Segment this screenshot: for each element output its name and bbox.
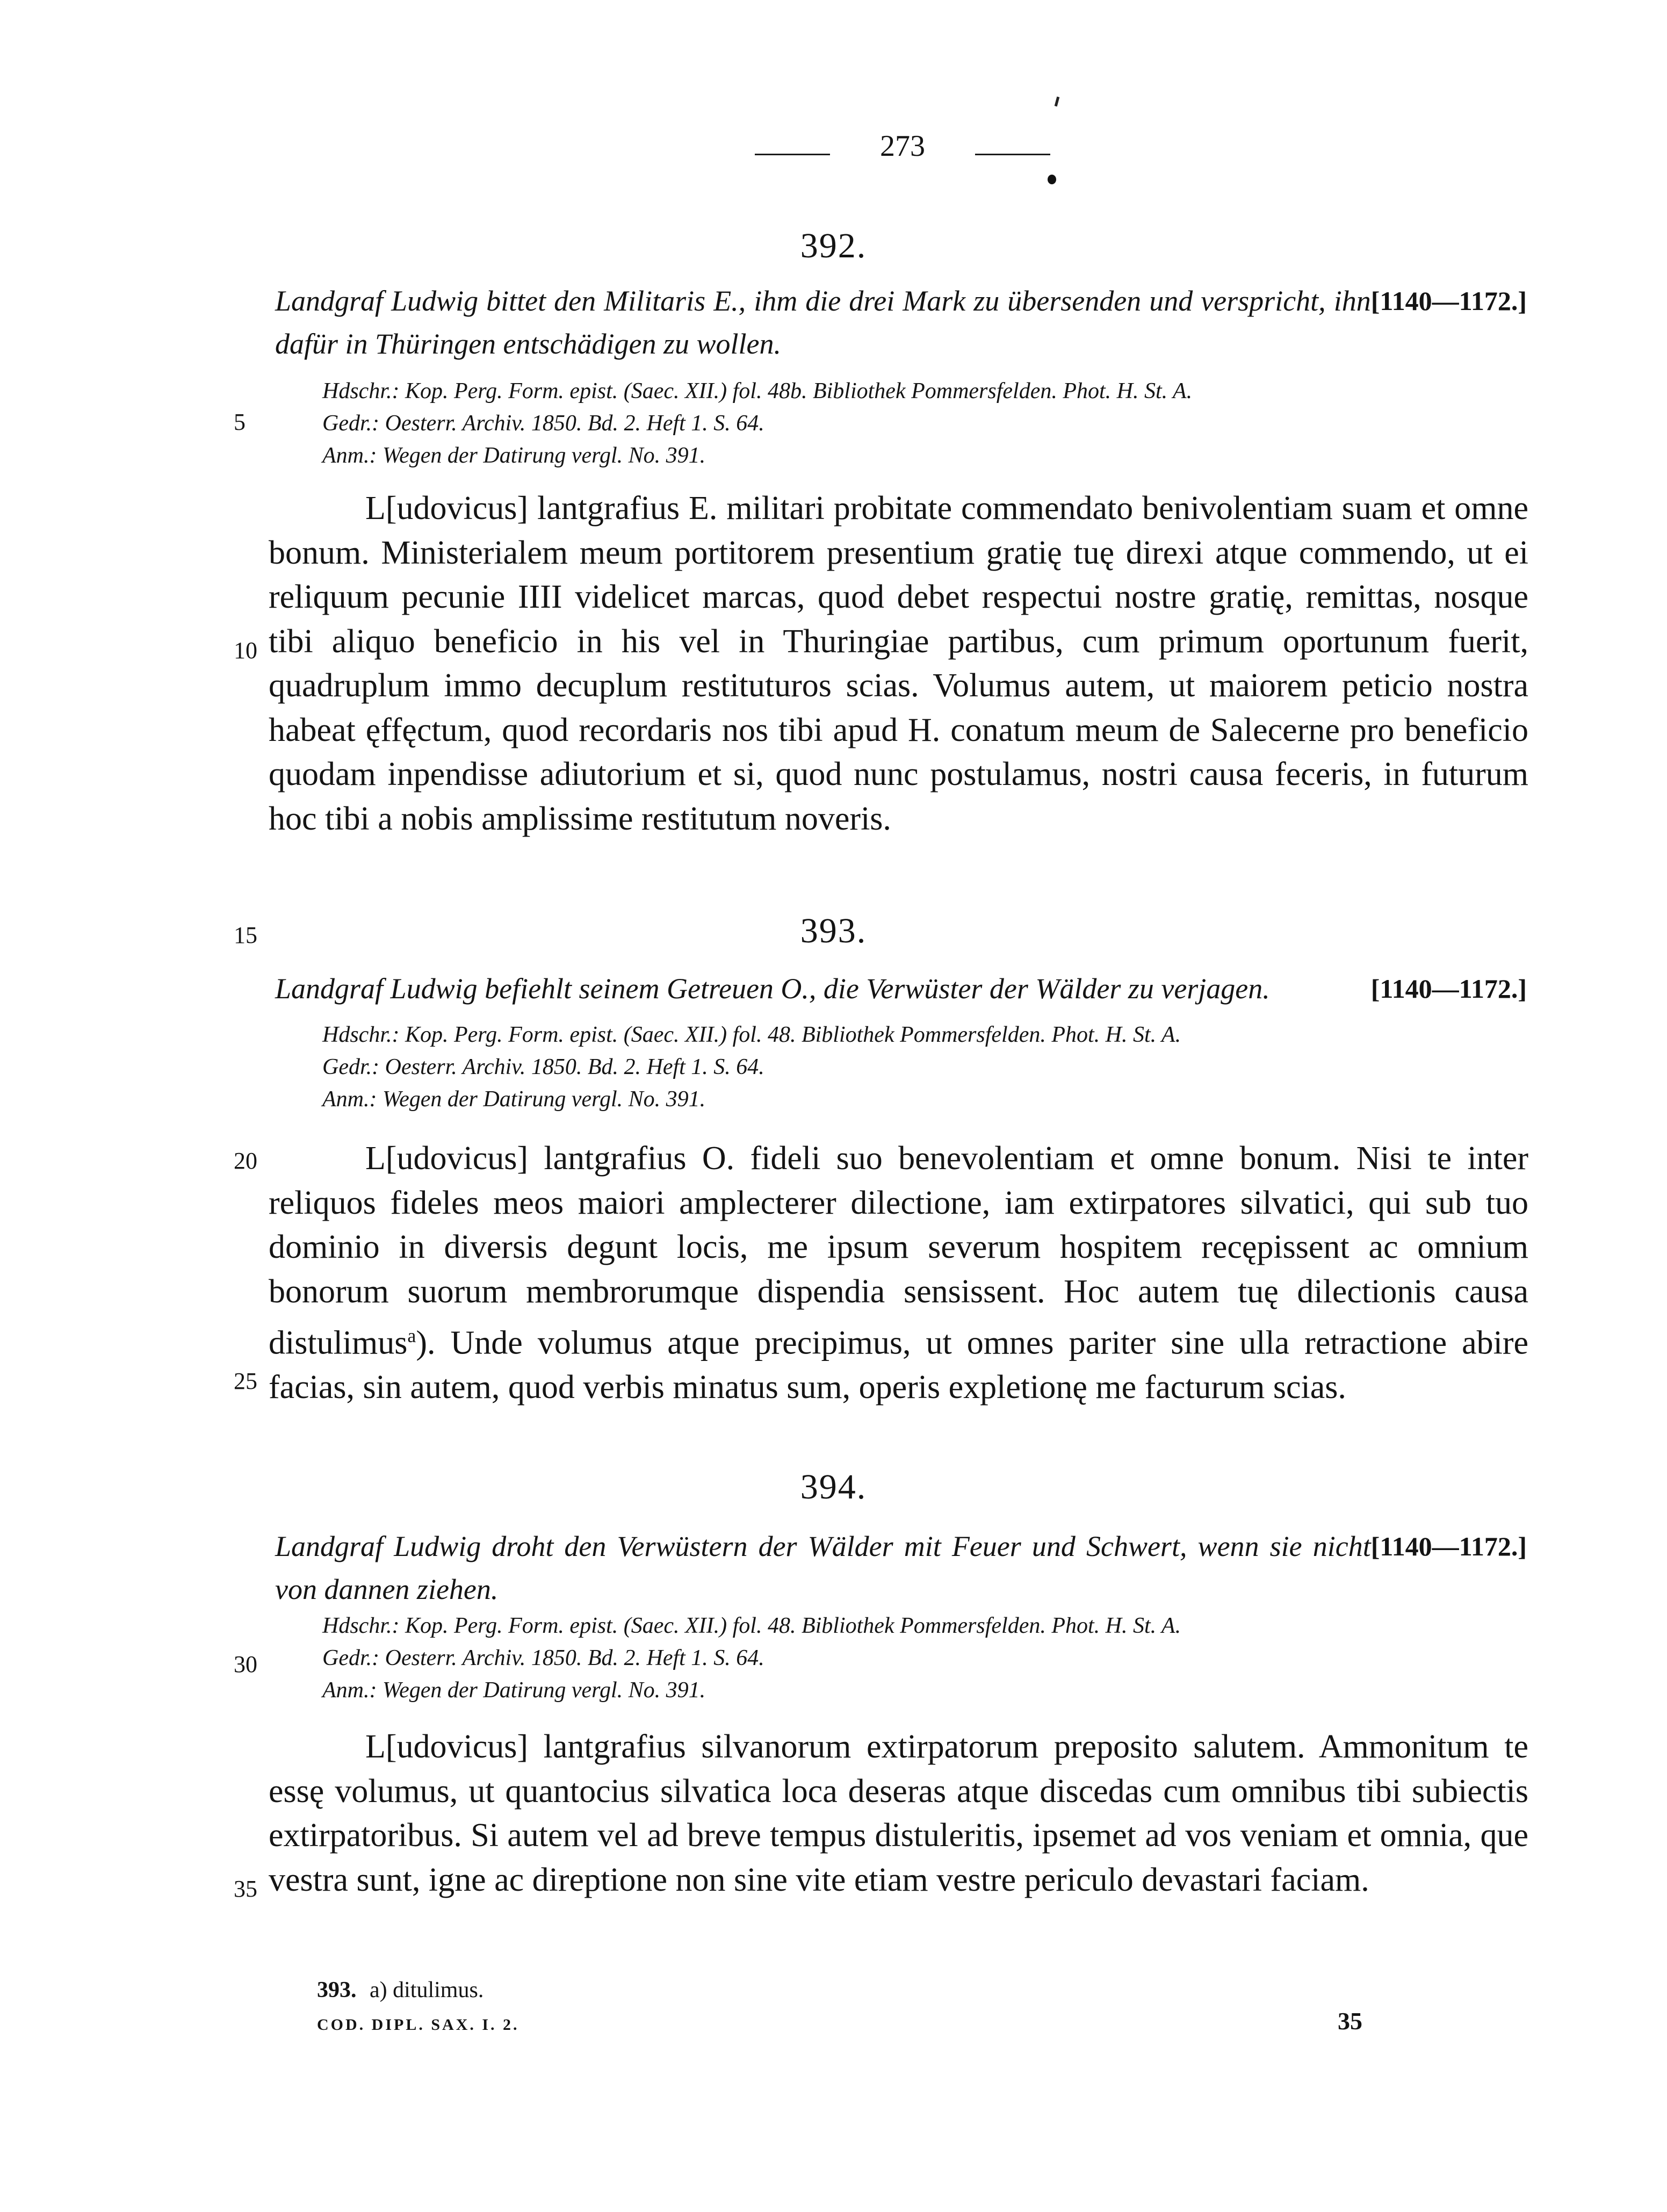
footnote-marker: a	[407, 1325, 416, 1346]
line-number: 10	[234, 637, 257, 664]
regest	[275, 279, 1527, 365]
header-rule-right	[975, 154, 1050, 155]
anm-line: Anm.: Wegen der Datirung vergl. No. 391.	[322, 1678, 706, 1703]
doc-number: 392.	[800, 226, 867, 265]
line-number: 15	[234, 922, 257, 948]
document-text	[269, 486, 1528, 841]
regest-text: Landgraf Ludwig droht den Verwüstern der Wälder mit Feuer und Schwert, wenn sie nicht von dannen ziehen.	[275, 1530, 1371, 1605]
sheet-number: 35	[1338, 2007, 1362, 2035]
document-text-paragraph: L[udovicus] lantgrafius silvanorum extirpatorum preposito salutem. Ammonitum te essę volumus, ut quantocius silvatica loca deseras atque discedas cum omnibus tibi subiectis extirpatoribus. Si autem vel ad breve tempus distuleritis, ipsemet ad vos veniam et omnia, que vestra sunt, igne ac direptione non sine vite etiam vestre periculo devastari faciam.	[269, 1728, 1528, 1898]
line-number: 25	[234, 1368, 257, 1394]
critical-apparatus	[322, 1019, 1504, 1115]
gedr-line: Gedr.: Oesterr. Archiv. 1850. Bd. 2. Heft 1. S. 64.	[322, 1646, 764, 1670]
date-range: [1140—1172.]	[1370, 286, 1527, 316]
gedr-line: Gedr.: Oesterr. Archiv. 1850. Bd. 2. Heft 1. S. 64.	[322, 411, 764, 436]
footnote-text: a) ditulimus.	[370, 1978, 484, 2002]
line-number: 30	[234, 1651, 257, 1677]
critical-apparatus	[322, 1610, 1504, 1706]
hdschr-line: Hdschr.: Kop. Perg. Form. epist. (Saec. XII.) fol. 48b. Bibliothek Pommersfelden. Phot. H. St. A.	[322, 379, 1193, 404]
page-header	[0, 129, 1667, 177]
footnote-ref: 393.	[317, 1978, 357, 2002]
critical-apparatus	[322, 375, 1504, 472]
print-dot-icon	[1048, 175, 1056, 184]
anm-line: Anm.: Wegen der Datirung vergl. No. 391.	[322, 1087, 706, 1112]
print-signature: COD. DIPL. SAX. I. 2.	[317, 2016, 519, 2034]
document-text	[269, 1136, 1528, 1410]
document-text-paragraph: L[udovicus] lantgrafius E. militari probitate commendato benivolentiam suam et omne bonum. Ministerialem meum portitorem presentium gratię tuę direxi atque commendo, ut ei reliquum pecunie IIII videlicet marcas, quod debet respectui nostre gratię, remittas, nosque tibi aliquo beneficio in his vel in Thuringiae partibus, cum primum oportunum fuerit, quadruplum immo decuplum restituturos scias. Volumus autem, ut maiorem peticio nostra habeat ęffęctum, quod recordaris nos tibi apud H. conatum meum de Salecerne pro beneficio quodam inpendisse adiutorium et si, quod nunc postulamus, nostri causa feceris, in futurum hoc tibi a nobis amplissime restitutum noveris.	[269, 490, 1528, 837]
line-number: 5	[234, 409, 246, 435]
doc-number: 393.	[800, 911, 867, 950]
header-rule-left	[755, 154, 830, 155]
regest	[275, 1525, 1527, 1611]
document-text	[269, 1725, 1528, 1902]
page-number: 273	[880, 129, 925, 163]
line-number: 20	[234, 1148, 257, 1174]
hdschr-line: Hdschr.: Kop. Perg. Form. epist. (Saec. XII.) fol. 48. Bibliothek Pommersfelden. Phot. H. St. A.	[322, 1613, 1181, 1638]
print-speck-icon	[1055, 97, 1059, 107]
document-text-paragraph	[269, 1136, 1528, 1410]
text-part: L[udovicus] lantgrafius O. fideli suo benevolentiam et omne bonum. Nisi te inter reliquos fideles meos maiori amplecterer dilectione, iam extirpatores silvatici, qui sub tuo dominio in diversis degunt locis, me ipsum severum hospitem recępissent ac omnium bonorum suorum membrorumque dispendia sensissent. Hoc autem tuę dilectionis causa distulimus	[269, 1140, 1528, 1361]
footnote	[317, 1977, 483, 2003]
line-number: 35	[234, 1876, 257, 1902]
text-part: ). Unde volumus atque precipimus, ut omnes pariter sine ulla retractione abire facias, sin autem, quod verbis minatus sum, operis expletionę me facturum scias.	[269, 1324, 1528, 1406]
hdschr-line: Hdschr.: Kop. Perg. Form. epist. (Saec. XII.) fol. 48. Bibliothek Pommersfelden. Phot. H. St. A.	[322, 1022, 1181, 1047]
regest	[275, 967, 1527, 1010]
date-range: [1140—1172.]	[1370, 1531, 1527, 1561]
gedr-line: Gedr.: Oesterr. Archiv. 1850. Bd. 2. Heft 1. S. 64.	[322, 1055, 764, 1079]
doc-number: 394.	[800, 1467, 867, 1507]
regest-text: Landgraf Ludwig bittet den Militaris E., ihm die drei Mark zu übersenden und verspricht, ihn dafür in Thüringen entschädigen zu wollen.	[275, 285, 1371, 360]
date-range: [1140—1172.]	[1370, 974, 1527, 1004]
regest-text: Landgraf Ludwig befiehlt seinem Getreuen O., die Verwüster der Wälder zu verjagen.	[275, 972, 1270, 1005]
anm-line: Anm.: Wegen der Datirung vergl. No. 391.	[322, 443, 706, 468]
